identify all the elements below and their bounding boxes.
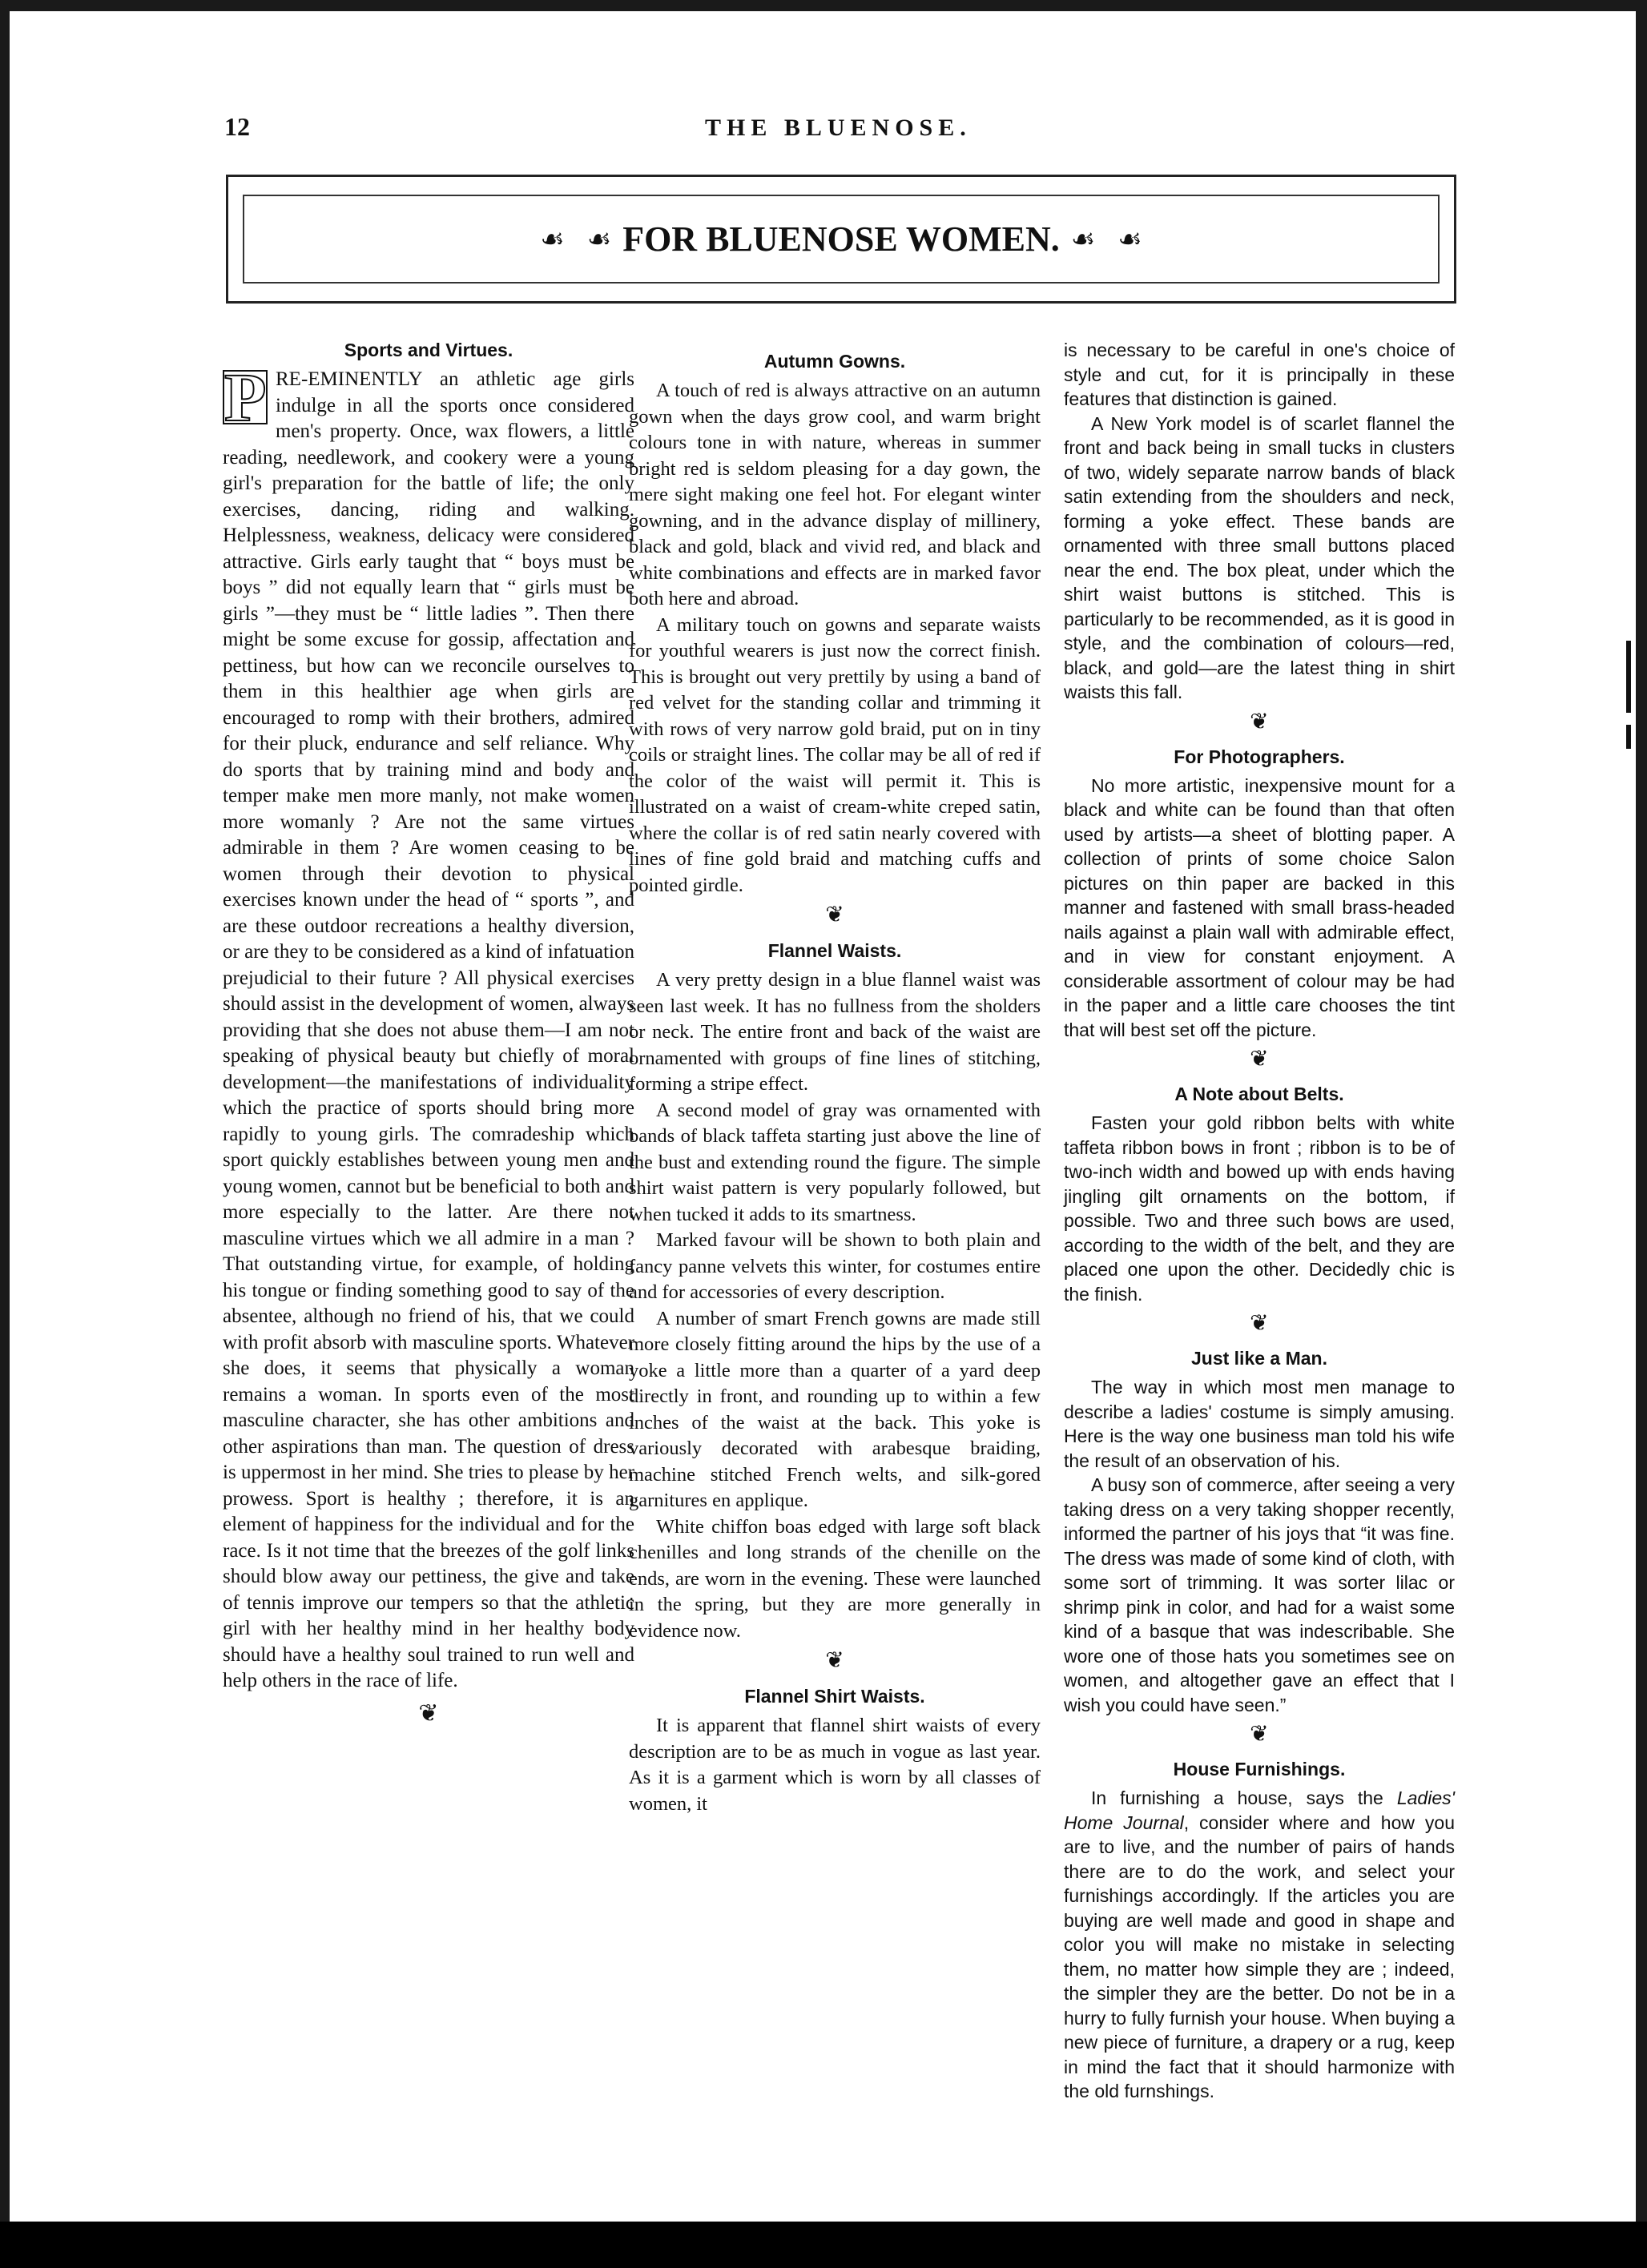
fleuron-icon: ❦: [1250, 708, 1269, 734]
article-paragraph: White chiffon boas edged with large soft black chenilles and long strands of the chenille on the ends, are worn in the evening. These were launched in the spring, but they are more generally in evidence now.: [629, 1515, 1041, 1642]
scan-edge-left: [0, 0, 10, 2268]
article-paragraph: is necessary to be careful in one's choice of style and cut, for it is principally in these features that distinction is gained.: [1064, 340, 1455, 409]
article-heading: Sports and Virtues.: [344, 340, 513, 360]
paragraph-text: In furnishing a house, says the: [1091, 1787, 1397, 1808]
article-paragraph: A number of smart French gowns are made still more closely fitting around the hips by the use of a yoke a little more than a quarter of a yard deep directly in front, and rounding up to within a few inches of the waist at the back. This yoke is variously decorated with arabesque braiding, machine stitched French welts, and silk-gored garnitures en applique.: [629, 1307, 1041, 1511]
fleuron-icon: ❦: [1250, 1046, 1269, 1071]
scan-edge-bottom: [0, 2222, 1647, 2268]
article-paragraph: The way in which most men manage to describe a ladies' costume is simply amusing. Here is the way one business man told his wife the result of an observation of his.: [1064, 1377, 1455, 1471]
article-heading: For Photographers.: [1174, 746, 1345, 767]
column-3: [1064, 338, 1455, 2104]
paragraph-text: RE-EMINENTLY an athletic age girls indulge in all the sports once considered men's property. Once, wax flowers, a little reading, needlework, and cookery were a young girl's preparation for the battle of life; the only exercises, dancing, riding and walking. Helplessness, weakness, delicacy were considered attractive. Girls early taught that “ boys must be boys ” did not equally learn that “ girls must be girls ”—they must be “ little ladies ”. Then there might be some excuse for gossip, affectation and pettiness, but how can we reconcile ourselves to them in this healthier age when girls are encouraged to romp with their brothers, admired for their pluck, endurance and self reliance. Why do sports that by training mind and body and temper make men more manly, not make women more womanly ? Are not the same virtues admirable in them ? Are women ceasing to be women through their devotion to physical exercises known under the head of “ sports ”, and are these outdoor recreations a healthy diversion, or are they to be considered as a kind of infatuation prejudicial to their future ? All physical exercises should assist in the development of women, always providing that she does not abuse them—I am not speaking of physical beauty but chiefly of moral development—the manifestations of individuality which the practice of sports should bring more rapidly to young girls. The comradeship which sport quickly establishes between young men and young women, cannot but be beneficial to both and more especially to the latter. Are there not masculine virtues which we all admire in a man ? That outstanding virtue, for example, of holding his tongue or finding something good to say of the absentee, although no friend of his, that we could with profit absorb with masculine sports. Whatever she does, it seems that physically a woman remains a woman. In sports even of the most masculine character, she has other ambitions and other aspirations than man. The question of dress is uppermost in her mind. She tries to please by her prowess. Sport is healthy ; therefore, it is an element of happiness for the individual and for the race. Is it not time that the breezes of the golf links should blow away our pettiness, the give and take of tennis improve our tempers so that the athletic girl with her healthy mind in her healthy body should have a healthy soul trained to run well and help others in the race of life.: [223, 368, 634, 1691]
page-number: 12: [224, 112, 250, 141]
article-heading: Autumn Gowns.: [763, 351, 906, 372]
paragraph-text: , consider where and how you are to live, and the number of pairs of hands there are to do the work, and select your furnishings accordingly. If the articles you are buying are well made and good in shape and color you will make no mistake in selecting them, no matter how simple they are ; indeed, the simpler they are the better. Do not be in a hurry to fully furnish your house. When buying a new piece of furniture, a drapery or a rug, keep in mind the fact that it should harmonize with the old furnshings.: [1064, 1812, 1455, 2101]
column-1: [223, 338, 634, 1727]
section-banner-inner: [243, 195, 1440, 284]
section-title: FOR BLUENOSE WOMEN.: [622, 219, 1060, 259]
article-heading: A Note about Belts.: [1174, 1084, 1344, 1104]
fleuron-icon: ❦: [418, 1699, 439, 1727]
scan-edge-top: [0, 0, 1647, 11]
drop-cap: P: [224, 359, 267, 436]
article-paragraph: [1064, 1786, 1455, 2104]
article-paragraph: Fasten your gold ribbon belts with white taffeta ribbon bows in front ; ribbon is to be of two-inch width and bowed up with ends having jingling gilt ornaments on the bottom, if possible. Two and three such bows are used, according to the width of the belt, and they are placed one upon the other. Decidedly chic is the finish.: [1064, 1112, 1455, 1305]
fleuron-icon: ❦: [1250, 1721, 1269, 1746]
fleuron-icon: ❦: [825, 903, 844, 927]
article-paragraph: [223, 359, 634, 1695]
publication-title: Ladies' Home Journal: [1064, 1787, 1455, 1833]
article-paragraph: A busy son of commerce, after seeing a very taking dress on a very taking shopper recently, informed the partner of his joys that “it was fine. The dress was made of some kind of cloth, with some sort of trimming. It was sorter lilac or shrimp pink in color, and had for a waist some kind of a basque that was indescribable. She wore one of those hats you sometimes see on women, and altogether gave an effect that I wish you could have seen.”: [1064, 1474, 1455, 1715]
fleuron-icon: ☙: [540, 224, 565, 255]
running-title: THE BLUENOSE.: [705, 115, 972, 141]
article-heading: Flannel Shirt Waists.: [744, 1686, 925, 1707]
fleuron-icon: ❦: [1250, 1310, 1269, 1335]
article-heading: Flannel Waists.: [767, 940, 902, 961]
article-paragraph: A second model of gray was ornamented with bands of black taffeta starting just above the line of the bust and extending round the figure. The simple shirt waist pattern is very popularly followed, but when tucked it adds to its smartness.: [629, 1099, 1041, 1225]
margin-mark: [1626, 641, 1631, 713]
fleuron-icon: ☙: [1117, 224, 1142, 255]
article-paragraph: It is apparent that flannel shirt waists of every description are to be as much in vogue as last year. As it is a garment which is worn by all classes of women, it: [629, 1715, 1041, 1815]
fleuron-icon: ☙: [1070, 224, 1096, 255]
article-paragraph: A very pretty design in a blue flannel waist was seen last week. It has no fullness from the sholders or neck. The entire front and back of the waist are ornamented with groups of fine lines of stitching, forming a stripe effect.: [629, 969, 1041, 1095]
section-banner: [226, 175, 1456, 304]
article-paragraph: A touch of red is always attractive on an autumn gown when the days grow cool, and warm bright colours tone in with nature, whereas in summer bright red is seldom pleasing for a day gown, the mere sight making one feel hot. For elegant winter gowning, and in the advance display of millinery, black and gold, black and vivid red, and black and white combinations and effects are in marked favor both here and abroad.: [629, 380, 1041, 609]
column-2: [629, 338, 1041, 1817]
scan-edge-right: [1636, 0, 1647, 2268]
article-heading: House Furnishings.: [1173, 1759, 1346, 1779]
article-paragraph: A New York model is of scarlet flannel the front and back being in small tucks in clusters of two, widely separate narrow bands of black satin extending from the shoulders and neck, forming a yoke effect. These bands are ornamented with three small buttons placed near the end. The box pleat, under which the shirt waist buttons is stitched. This is particularly to be recommended, as it is good in style, and the combination of colours—red, black, and gold—are the latest thing in shirt waists this fall.: [1064, 412, 1455, 702]
article-paragraph: No more artistic, inexpensive mount for a black and white can be found than that often used by artists—a sheet of blotting paper. A collection of prints of some choice Salon pictures on thin paper are backed in this manner and fastened with small brass-headed nails against a plain wall with admirable effect, and in view for constant enjoyment. A considerable assortment of colour may be had in the paper and a little care chooses the tint that will best set off the picture.: [1064, 774, 1455, 1040]
article-paragraph: Marked favour will be shown to both plain and fancy panne velvets this winter, for costumes entire and for accessories of every description.: [629, 1229, 1041, 1303]
margin-mark: [1626, 725, 1631, 749]
article-heading: Just like a Man.: [1190, 1348, 1327, 1369]
article-paragraph: A military touch on gowns and separate waists for youthful wearers is just now the correct finish. This is brought out very prettily by using a band of red velvet for the standing collar and trimming it with rows of very narrow gold braid, put on in tiny coils or straight lines. The collar may be all of red if the color of the waist will permit it. This is illustrated on a waist of cream-white creped satin, where the collar is of red satin nearly covered with lines of fine gold braid and matching cuffs and pointed girdle.: [629, 613, 1041, 896]
fleuron-icon: ❦: [825, 1648, 844, 1673]
fleuron-icon: ☙: [586, 224, 612, 255]
